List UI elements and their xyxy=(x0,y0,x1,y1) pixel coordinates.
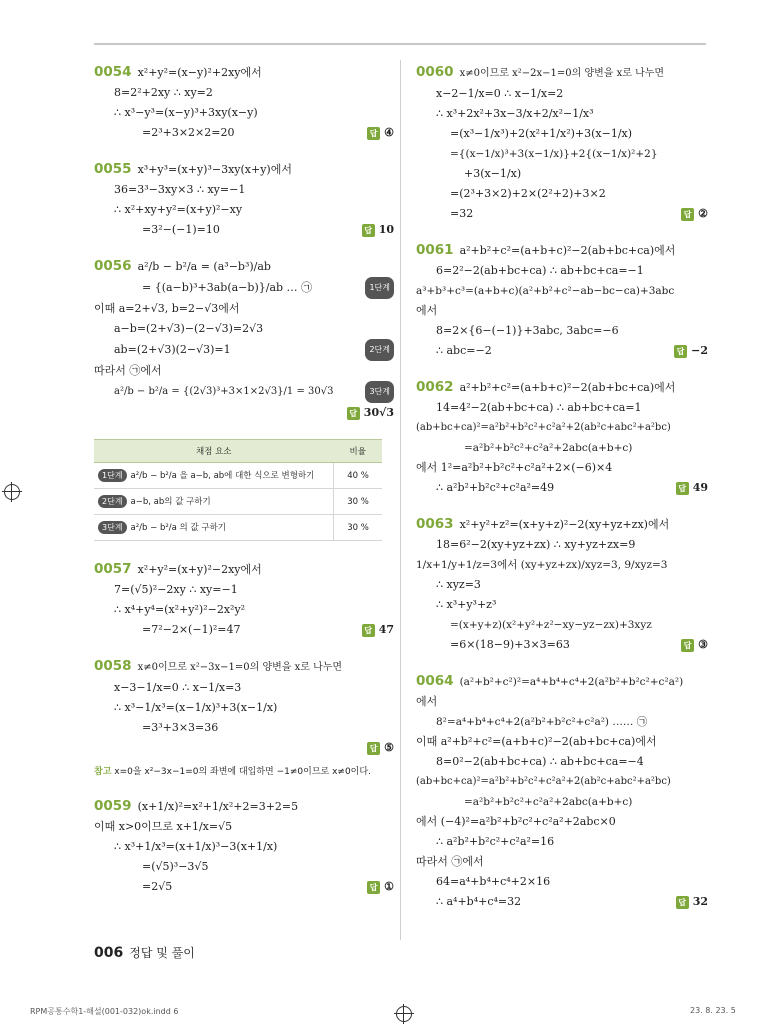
solution-line: =a²b²+b²c²+c²a²+2abc(a+b+c) xyxy=(464,442,633,454)
top-rule xyxy=(94,43,706,45)
solution-line: x²+y²+z²=(x+y+z)²−2(xy+yz+zx)에서 xyxy=(459,518,670,531)
answer-row xyxy=(94,220,394,240)
solution-line: 8=2×{6−(−1)}+3abc, 3abc=−6 xyxy=(436,324,619,337)
step-badge: 3단계 xyxy=(98,521,127,534)
answer-mark-icon: 답 xyxy=(367,881,380,894)
solution-line: 36=3³−3xy×3 ∴ xy=−1 xyxy=(114,183,246,196)
print-slug-file: RPM공통수학1-해설(001-032)ok.indd 6 xyxy=(30,1007,179,1016)
table-cell: a²/b − b²/a 을 a−b, ab에 대한 식으로 변형하기 xyxy=(130,471,315,481)
table-cell: 30 % xyxy=(334,515,383,541)
solution-line: a²+b²+c²=(a+b+c)²−2(ab+bc+ca)에서 xyxy=(459,244,676,257)
problem-0062 xyxy=(416,377,708,498)
table-header: 비율 xyxy=(334,440,383,463)
solution-line: 에서 xyxy=(416,695,438,708)
answer-row xyxy=(416,341,708,361)
right-column xyxy=(416,62,708,928)
problem-0058 xyxy=(94,656,394,758)
solution-line: =(2³+3×2)+2×(2²+2)+3×2 xyxy=(450,187,606,200)
solution-line: =3³+3×3=36 xyxy=(142,721,219,734)
solution-line: (ab+bc+ca)²=a²b²+b²c²+c²a²+2(ab²c+abc²+a²bc) xyxy=(416,422,671,433)
solution-line: 14=4²−2(ab+bc+ca) ∴ ab+bc+ca=1 xyxy=(436,401,642,414)
answer: ⑤ xyxy=(384,741,394,754)
solution-line: ∴ x³+2x²+3x−3/x+2/x²−1/x³ xyxy=(436,107,594,120)
problem-number: 0058 xyxy=(94,658,132,674)
registration-mark-icon xyxy=(396,1006,412,1022)
problem-number: 0060 xyxy=(416,64,454,80)
answer-mark-icon: 답 xyxy=(367,742,380,755)
answer: 49 xyxy=(692,481,708,494)
table-cell: a²/b − b²/a 의 값 구하기 xyxy=(130,523,226,533)
table-row xyxy=(94,515,382,541)
answer: ③ xyxy=(698,638,708,651)
solution-line: a−b=(2+√3)−(2−√3)=2√3 xyxy=(114,322,264,335)
solution-line: x≠0이므로 x²−3x−1=0의 양변을 x로 나누면 xyxy=(137,662,343,673)
note-text: x=0을 x²−3x−1=0의 좌변에 대입하면 −1≠0이므로 x≠0이다. xyxy=(114,767,371,777)
problem-number: 0055 xyxy=(94,161,132,177)
solution-line: =7²−2×(−1)²=47 xyxy=(142,623,241,636)
answer-row xyxy=(416,478,708,498)
scoring-table xyxy=(94,439,382,541)
problem-number: 0061 xyxy=(416,242,454,258)
table-row xyxy=(94,489,382,515)
solution-line: 따라서 ㉠에서 xyxy=(94,364,162,377)
solution-line: 이때 a=2+√3, b=2−√3에서 xyxy=(94,302,240,315)
answer-mark-icon: 답 xyxy=(367,127,380,140)
answer: −2 xyxy=(691,344,708,357)
answer-row xyxy=(94,403,394,423)
answer: ① xyxy=(384,880,394,893)
answer: 32 xyxy=(692,895,708,908)
solution-line: a²/b − b²/a = {(2√3)³+3×1×2√3}/1 = 30√3 xyxy=(114,386,334,397)
step-badge: 1단계 xyxy=(98,469,127,482)
step-badge: 1단계 xyxy=(365,277,394,299)
solution-line: ∴ x³+1/x³=(x+1/x)³−3(x+1/x) xyxy=(114,840,278,853)
solution-line: x³+y³=(x+y)³−3xy(x+y)에서 xyxy=(137,163,292,176)
table-cell: 40 % xyxy=(334,463,383,489)
solution-line: a³+b³+c³=(a+b+c)(a²+b²+c²−ab−bc−ca)+3abc xyxy=(416,285,675,297)
solution-line: 에서 (−4)²=a²b²+b²c²+c²a²+2abc×0 xyxy=(416,815,616,828)
step-badge: 2단계 xyxy=(365,339,394,361)
print-slug-date: 23. 8. 23. 5 xyxy=(690,1006,736,1015)
problem-number: 0054 xyxy=(94,64,132,80)
answer-row xyxy=(416,892,708,912)
page-number: 006 xyxy=(94,945,124,961)
solution-line: 따라서 ㉠에서 xyxy=(416,855,484,868)
solution-line: ab=(2+√3)(2−√3)=1 xyxy=(114,343,231,356)
problem-0054 xyxy=(94,62,394,143)
table-cell: 30 % xyxy=(334,489,383,515)
answer-row xyxy=(94,738,394,758)
table-cell: a−b, ab의 값 구하기 xyxy=(130,497,211,507)
table-header: 채점 요소 xyxy=(94,440,334,463)
solution-line: 7=(√5)²−2xy ∴ xy=−1 xyxy=(114,583,238,596)
solution-line: =(x+y+z)(x²+y²+z²−xy−yz−zx)+3xyz xyxy=(450,619,652,631)
solution-line: ={(x−1/x)³+3(x−1/x)}+2{(x−1/x)²+2} xyxy=(450,148,658,160)
solution-line: =32 xyxy=(450,207,474,220)
answer: ④ xyxy=(384,126,394,139)
solution-line: =(x³−1/x³)+2(x²+1/x²)+3(x−1/x) xyxy=(450,127,633,140)
solution-line: ∴ x³−y³=(x−y)³+3xy(x−y) xyxy=(114,106,258,119)
answer: 47 xyxy=(378,623,394,636)
answer-row xyxy=(94,123,394,143)
solution-line: x−3−1/x=0 ∴ x−1/x=3 xyxy=(114,681,242,694)
solution-line: =2³+3×2×2=20 xyxy=(142,126,235,139)
solution-line: 6=2²−2(ab+bc+ca) ∴ ab+bc+ca=−1 xyxy=(436,264,644,277)
answer: 30√3 xyxy=(363,406,394,419)
solution-line: ∴ a⁴+b⁴+c⁴=32 xyxy=(436,895,522,908)
problem-0064 xyxy=(416,671,708,912)
registration-mark-icon xyxy=(4,484,20,500)
answer-mark-icon: 답 xyxy=(362,624,375,637)
solution-line: 1/x+1/y+1/z=3에서 (xy+yz+zx)/xyz=3, 9/xyz=3 xyxy=(416,559,668,571)
solution-line: a²+b²+c²=(a+b+c)²−2(ab+bc+ca)에서 xyxy=(459,381,676,394)
problem-0055 xyxy=(94,159,394,240)
solution-line: =3²−(−1)=10 xyxy=(142,223,220,236)
solution-line: ∴ xyz=3 xyxy=(436,578,481,591)
solution-line: 8=0²−2(ab+bc+ca) ∴ ab+bc+ca=−4 xyxy=(436,755,644,768)
step-badge: 3단계 xyxy=(365,381,394,403)
solution-line: ∴ a²b²+b²c²+c²a²=16 xyxy=(436,835,555,848)
answer-mark-icon: 답 xyxy=(362,224,375,237)
note-label: 참고 xyxy=(94,767,112,777)
solution-line: 8²=a⁴+b⁴+c⁴+2(a²b²+b²c²+c²a²) …… ㉠ xyxy=(436,716,648,728)
problem-number: 0056 xyxy=(94,258,132,274)
solution-line: x≠0이므로 x²−2x−1=0의 양변을 x로 나누면 xyxy=(459,68,665,79)
solution-line: ∴ abc=−2 xyxy=(436,344,492,357)
solution-line: x²+y²=(x−y)²+2xy에서 xyxy=(137,66,262,79)
answer-mark-icon: 답 xyxy=(674,345,687,358)
problem-number: 0063 xyxy=(416,516,454,532)
solution-line: (ab+bc+ca)²=a²b²+b²c²+c²a²+2(ab²c+abc²+a²bc) xyxy=(416,776,671,787)
solution-line: 에서 xyxy=(416,304,438,317)
solution-line: +3(x−1/x) xyxy=(464,167,522,180)
problem-number: 0059 xyxy=(94,798,132,814)
solution-line: ∴ x²+xy+y²=(x+y)²−xy xyxy=(114,203,243,216)
problem-number: 0064 xyxy=(416,673,454,689)
solution-line: = {(a−b)³+3ab(a−b)}/ab … ㉠ xyxy=(142,281,313,294)
answer-mark-icon: 답 xyxy=(681,208,694,221)
solution-line: =6×(18−9)+3×3=63 xyxy=(450,638,570,651)
solution-line: ∴ x⁴+y⁴=(x²+y²)²−2x²y² xyxy=(114,603,246,616)
page-footer xyxy=(94,944,195,961)
solution-line: a²/b − b²/a = (a³−b³)/ab xyxy=(137,260,271,273)
solution-line: 8=2²+2xy ∴ xy=2 xyxy=(114,86,213,99)
solution-line: 이때 a²+b²+c²=(a+b+c)²−2(ab+bc+ca)에서 xyxy=(416,735,657,748)
solution-line: 18=6²−2(xy+yz+zx) ∴ xy+yz+zx=9 xyxy=(436,538,636,551)
problem-number: 0062 xyxy=(416,379,454,395)
problem-0056 xyxy=(94,256,394,423)
answer-row xyxy=(416,635,708,655)
solution-line: x²+y²=(x+y)²−2xy에서 xyxy=(137,563,262,576)
answer-row xyxy=(94,877,394,897)
solution-line: ∴ x³+y³+z³ xyxy=(436,598,497,611)
table-row xyxy=(94,463,382,489)
solution-line: =a²b²+b²c²+c²a²+2abc(a+b+c) xyxy=(464,796,633,808)
solution-line: (a²+b²+c²)²=a⁴+b⁴+c⁴+2(a²b²+b²c²+c²a²) xyxy=(459,676,684,688)
problem-number: 0057 xyxy=(94,561,132,577)
solution-line: 64=a⁴+b⁴+c⁴+2×16 xyxy=(436,875,551,888)
reference-note xyxy=(94,764,394,780)
solution-line: ∴ a²b²+b²c²+c²a²=49 xyxy=(436,481,555,494)
answer: 10 xyxy=(378,223,394,236)
solution-line: =2√5 xyxy=(142,880,173,893)
problem-0060 xyxy=(416,62,708,224)
answer-mark-icon: 답 xyxy=(676,896,689,909)
solution-line: =(√5)³−3√5 xyxy=(142,860,209,873)
left-column xyxy=(94,62,394,913)
problem-0057 xyxy=(94,559,394,640)
answer-mark-icon: 답 xyxy=(681,639,694,652)
solution-line: 에서 1²=a²b²+b²c²+c²a²+2×(−6)×4 xyxy=(416,461,613,474)
solution-line: 이때 x>0이므로 x+1/x=√5 xyxy=(94,820,233,833)
solution-line: ∴ x³−1/x³=(x−1/x)³+3(x−1/x) xyxy=(114,701,278,714)
column-divider xyxy=(400,60,401,940)
solution-line: (x+1/x)²=x²+1/x²+2=3+2=5 xyxy=(137,800,299,813)
answer: ② xyxy=(698,207,708,220)
problem-0063 xyxy=(416,514,708,655)
solution-line: x−2−1/x=0 ∴ x−1/x=2 xyxy=(436,87,564,100)
problem-0061 xyxy=(416,240,708,361)
answer-mark-icon: 답 xyxy=(347,407,360,420)
answer-mark-icon: 답 xyxy=(676,482,689,495)
answer-row xyxy=(94,620,394,640)
answer-row xyxy=(416,204,708,224)
problem-0059 xyxy=(94,796,394,897)
step-badge: 2단계 xyxy=(98,495,127,508)
section-title: 정답 및 풀이 xyxy=(129,946,195,960)
